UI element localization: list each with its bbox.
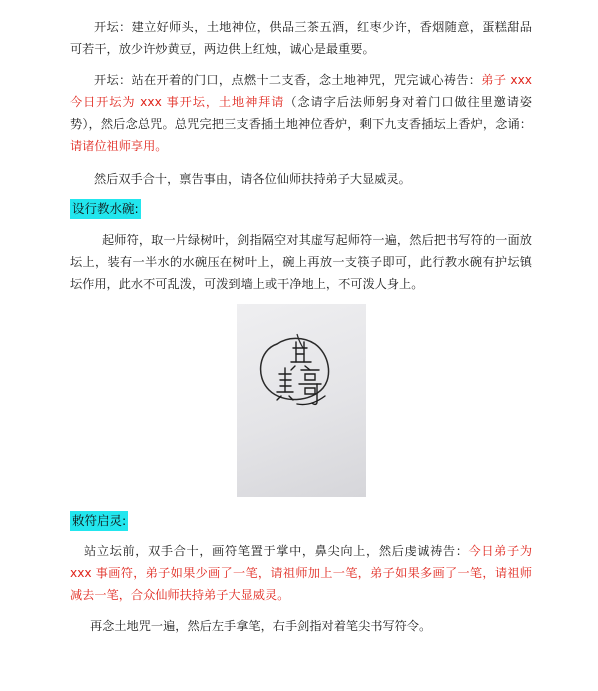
handwritten-talisman-seal-icon [237, 304, 366, 497]
closing-paragraph: 再念土地咒一遍，然后左手拿笔，右手剑指对着笔尖书写符令。 [90, 619, 432, 633]
talisman-text-1: 站立坛前，双手合十，画符笔置于掌中，鼻尖向上，然后虔诚祷告： [84, 544, 469, 558]
talisman-photo [237, 304, 366, 497]
talisman-section-heading: 敕符启灵: [70, 511, 128, 531]
altar-setup-paragraph: 开坛：建立好师头，土地神位，供品三茶五酒，红枣少许，香烟随意，蛋糕甜品可若干，放少许炒黄豆，两边供上红烛，诚心是最重要。 [70, 20, 532, 56]
bowl-section-heading: 设行教水碗: [70, 199, 141, 219]
open-altar-prayer-red: 弟子 xxx 今日开坛为 xxx 事开坛，土地神拜请 [70, 73, 532, 109]
talisman-prayer-red: 今日弟子为 xxx 事画符，弟子如果少画了一笔，请祖师加上一笔，弟子如果多画了一笔，请祖师减去一笔，合众仙师扶持弟子大显威灵。 [70, 544, 533, 602]
open-altar-text-2: （念请字后法师躬身对着门口做往里邀请姿势），然后念总咒。总咒完把三支香插土地神位香炉，剩下九支香插坛上香炉，念诵： [70, 95, 532, 131]
talisman-section-body [70, 540, 532, 606]
hands-together-paragraph: 然后双手合十，禀告事由，请各位仙师扶持弟子大显威灵。 [94, 172, 411, 186]
bowl-section-body: 起师符，取一片绿树叶，剑指隔空对其虚写起师符一遍，然后把书写符的一面放坛上，装有一半水的水碗压在树叶上，碗上再放一支筷子即可，此行教水碗有护坛镇坛作用，此水不可乱泼，可泼到墙上或干净地上，不可泼人身上。 [70, 233, 532, 291]
open-altar-enjoy-red: 请诸位祖师享用。 [70, 139, 168, 153]
open-altar-paragraph [70, 69, 532, 157]
open-altar-text-1: 开坛：站在开着的门口，点燃十二支香，念土地神咒，咒完诚心祷告： [94, 73, 482, 87]
